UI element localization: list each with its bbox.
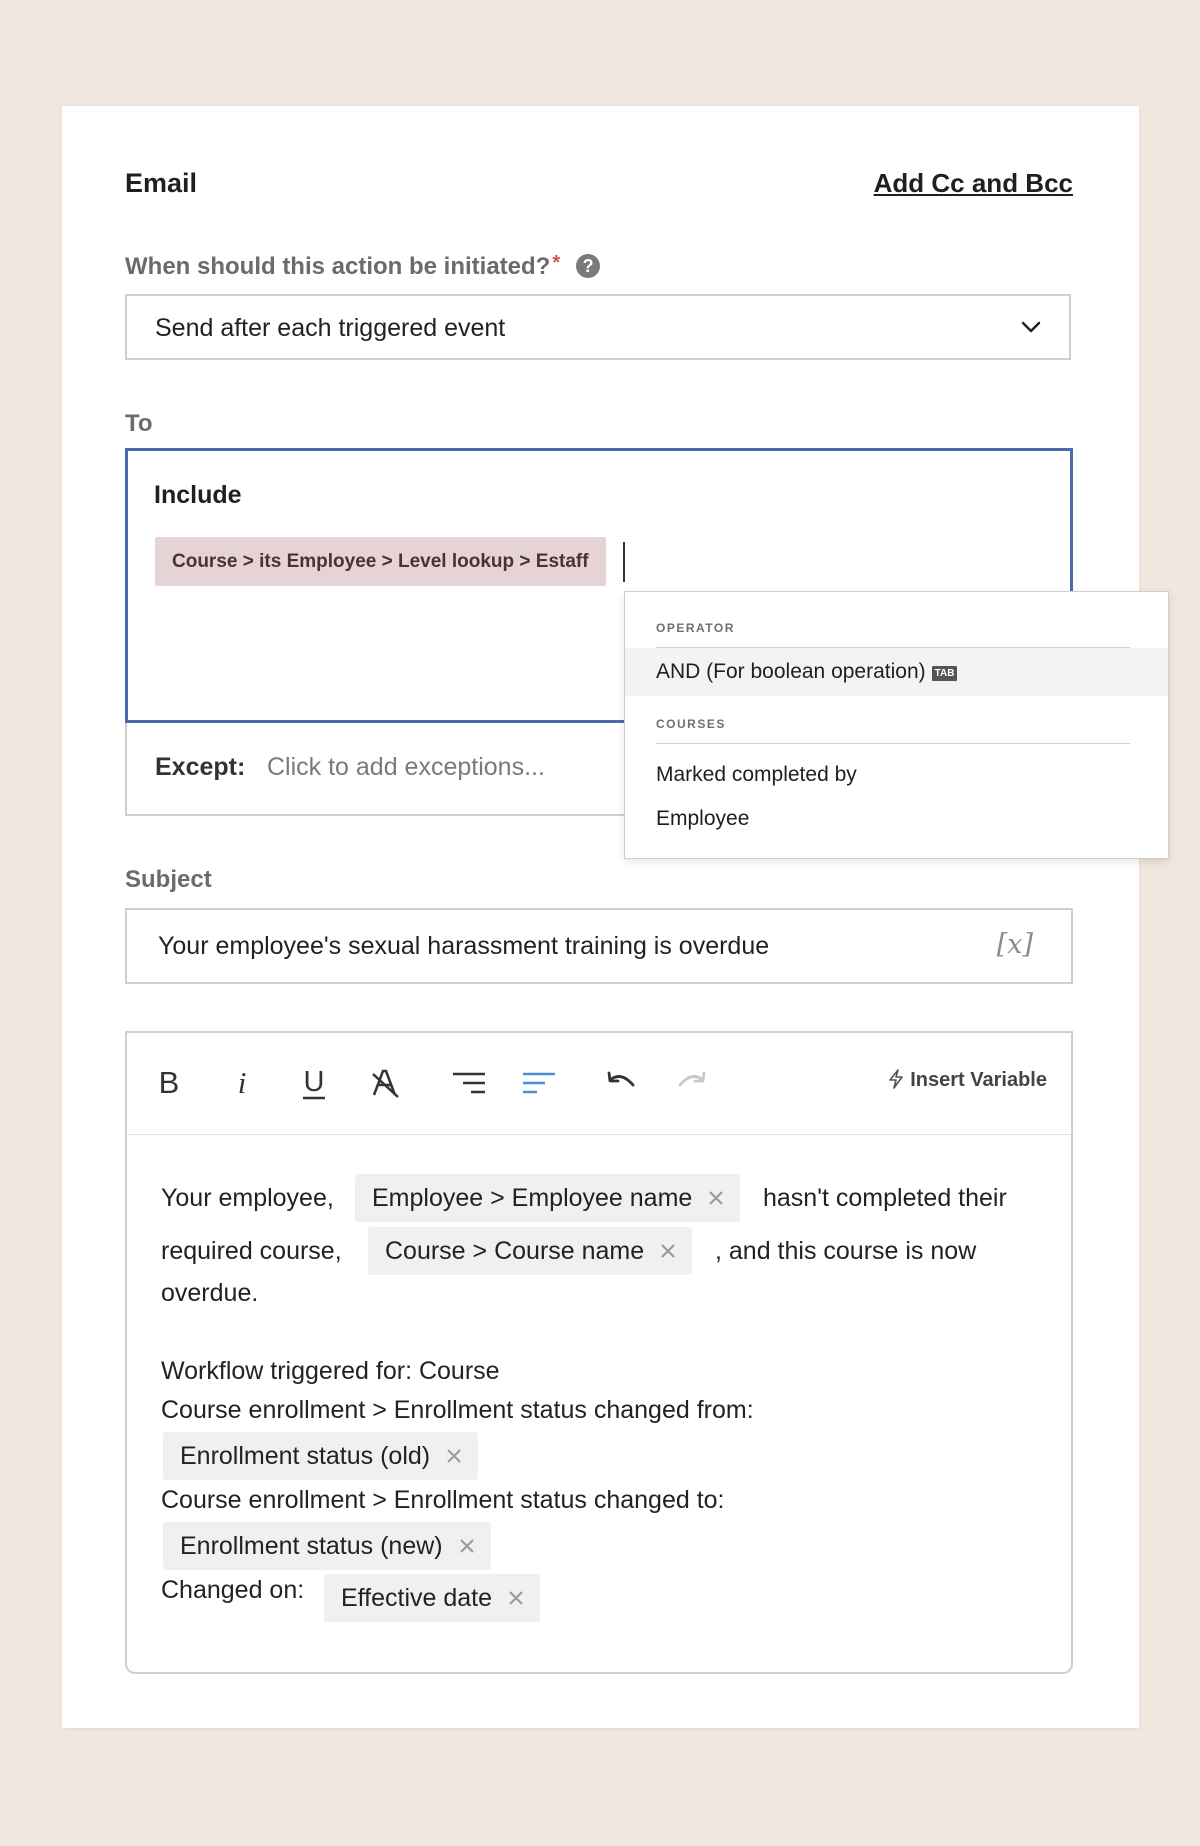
- subject-value: Your employee's sexual harassment training is overdue: [158, 932, 770, 960]
- italic-icon: [224, 1065, 260, 1101]
- remove-icon[interactable]: [707, 1189, 725, 1207]
- redo-icon: [674, 1065, 710, 1101]
- chip-label: Course > Course name: [385, 1237, 645, 1265]
- dropdown-item-employee[interactable]: Employee: [656, 807, 750, 830]
- subject-input[interactable]: [125, 908, 1073, 984]
- dropdown-item-marked-completed-by[interactable]: Marked completed by: [656, 763, 857, 786]
- chip-label: Enrollment status (new): [180, 1532, 443, 1560]
- trigger-label-text: When should this action be initiated?: [125, 253, 551, 280]
- align-right-icon: [451, 1065, 487, 1101]
- body-text: Course enrollment > Enrollment status changed to:: [161, 1486, 725, 1514]
- align-left-icon: [521, 1065, 557, 1101]
- dropdown-item-label: AND (For boolean operation): [656, 660, 926, 683]
- insert-variable-button[interactable]: [888, 1069, 1047, 1092]
- recipient-suggestions-dropdown: [624, 591, 1169, 859]
- redo-button[interactable]: [674, 1065, 710, 1101]
- subject-label: Subject: [125, 866, 212, 893]
- chip-label: Employee > Employee name: [372, 1184, 693, 1212]
- body-text: Course enrollment > Enrollment status changed from:: [161, 1396, 754, 1424]
- body-text: , and this course is now: [715, 1237, 977, 1265]
- remove-icon[interactable]: [458, 1537, 476, 1555]
- trigger-select-value: Send after each triggered event: [155, 314, 506, 342]
- body-text: overdue.: [161, 1279, 259, 1307]
- lightning-icon: [888, 1069, 904, 1089]
- editor-toolbar: [127, 1033, 1071, 1135]
- variable-chip-status-old[interactable]: [163, 1432, 478, 1480]
- except-placeholder[interactable]: Click to add exceptions...: [267, 753, 545, 781]
- dropdown-section-operator: OPERATOR: [656, 621, 1130, 648]
- variable-chip-status-new[interactable]: [163, 1522, 491, 1570]
- undo-icon: [603, 1065, 639, 1101]
- bold-icon: [151, 1065, 187, 1101]
- include-recipient-chip[interactable]: Course > its Employee > Level lookup > Estaff: [155, 537, 606, 586]
- align-left-button[interactable]: [521, 1065, 557, 1101]
- chip-label: Effective date: [341, 1584, 493, 1612]
- chevron-down-icon: [1021, 320, 1041, 334]
- card-title: Email: [125, 168, 198, 198]
- italic-button[interactable]: [224, 1065, 260, 1101]
- to-label: To: [125, 410, 153, 437]
- remove-icon[interactable]: [445, 1447, 463, 1465]
- svg-text:B: B: [158, 1065, 180, 1100]
- remove-icon[interactable]: [659, 1242, 677, 1260]
- undo-button[interactable]: [603, 1065, 639, 1101]
- underline-icon: [296, 1065, 332, 1101]
- include-label: Include: [154, 481, 242, 509]
- body-text: Workflow triggered for: Course: [161, 1357, 500, 1385]
- insert-variable-icon[interactable]: [x]: [996, 929, 1033, 960]
- dropdown-section-courses: COURSES: [656, 717, 1130, 744]
- except-label: Except:: [155, 753, 246, 781]
- underline-button[interactable]: [296, 1065, 332, 1101]
- body-text: Changed on:: [161, 1576, 305, 1604]
- clear-format-icon: [368, 1065, 404, 1101]
- required-mark: *: [552, 252, 561, 274]
- variable-chip-course-name[interactable]: [368, 1227, 692, 1275]
- bold-button[interactable]: [151, 1065, 187, 1101]
- variable-chip-effective-date[interactable]: [324, 1574, 540, 1622]
- svg-text:U: U: [303, 1066, 325, 1098]
- text-caret: [623, 542, 625, 582]
- insert-variable-label: Insert Variable: [910, 1069, 1047, 1091]
- variable-chip-employee-name[interactable]: [355, 1174, 740, 1222]
- email-body-editor[interactable]: [125, 1031, 1073, 1674]
- remove-icon[interactable]: [507, 1589, 525, 1607]
- add-cc-bcc-link[interactable]: Add Cc and Bcc: [873, 168, 1073, 198]
- dropdown-item-and-operator[interactable]: [625, 648, 1168, 696]
- body-text: hasn't completed their: [763, 1184, 1007, 1212]
- align-right-button[interactable]: [451, 1065, 487, 1101]
- chip-label: Enrollment status (old): [180, 1442, 431, 1470]
- body-text: required course,: [161, 1237, 342, 1265]
- tab-key-badge: TAB: [932, 666, 958, 681]
- trigger-select[interactable]: [125, 294, 1071, 360]
- svg-text:i: i: [237, 1065, 247, 1100]
- body-text: Your employee,: [161, 1184, 334, 1212]
- clear-format-button[interactable]: [368, 1065, 404, 1101]
- trigger-label: [125, 252, 600, 281]
- help-icon[interactable]: ?: [576, 254, 600, 278]
